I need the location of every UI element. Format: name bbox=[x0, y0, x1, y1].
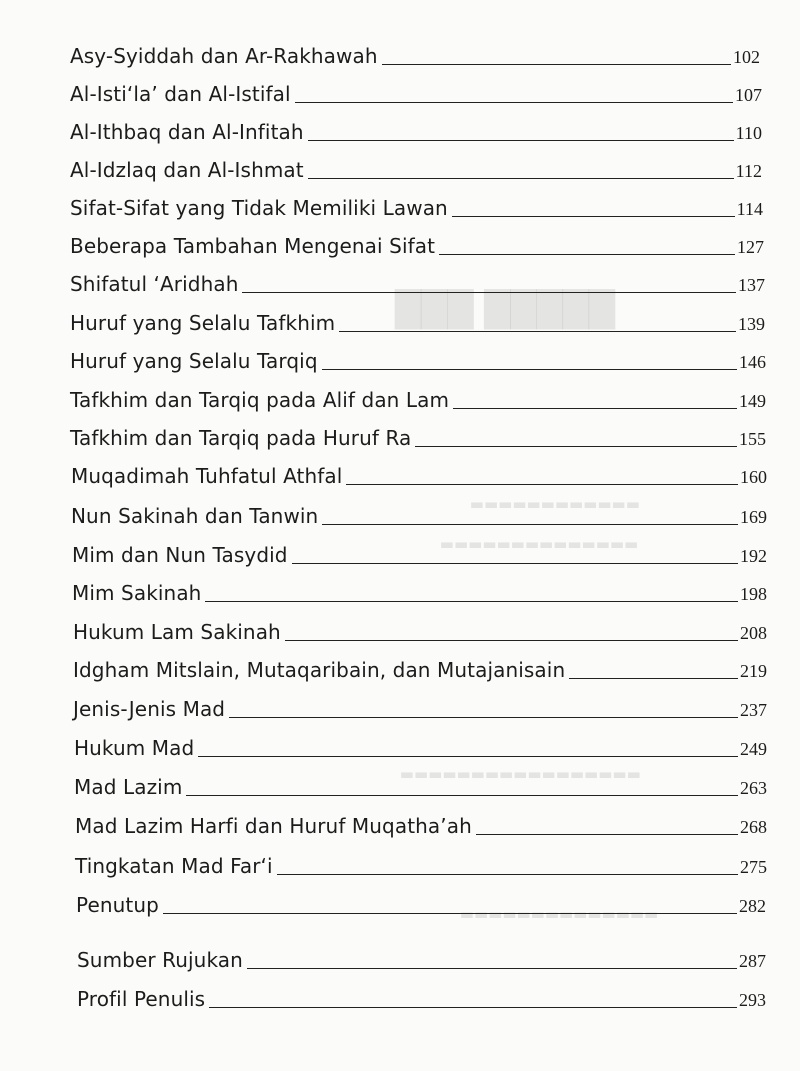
toc-entry bbox=[70, 76, 762, 106]
toc-entry-page: 146 bbox=[739, 352, 766, 372]
toc-entry-title: Muqadimah Tuhfatul Athfal bbox=[71, 464, 343, 488]
toc-entry-title: Beberapa Tambahan Mengenai Sifat bbox=[70, 234, 436, 258]
toc-leader-line bbox=[322, 523, 738, 525]
toc-entry-title: Sifat-Sifat yang Tidak Memiliki Lawan bbox=[70, 196, 448, 220]
toc-entry-title: Mad Lazim bbox=[74, 775, 183, 799]
toc-leader-line bbox=[295, 101, 733, 103]
toc-entry-title: Hukum Lam Sakinah bbox=[73, 620, 281, 644]
toc-entry bbox=[73, 691, 767, 721]
toc-leader-line bbox=[292, 562, 738, 564]
toc-entry-page: 110 bbox=[735, 123, 762, 143]
toc-leader-line bbox=[277, 873, 738, 875]
toc-entry bbox=[76, 887, 766, 917]
toc-entry-title: Tafkhim dan Tarqiq pada Huruf Ra bbox=[70, 426, 412, 450]
toc-leader-line bbox=[198, 755, 738, 757]
toc-entry-page: 249 bbox=[740, 739, 767, 759]
toc-leader-line bbox=[308, 139, 734, 141]
toc-entry-page: 127 bbox=[737, 237, 764, 257]
show-through-decoration: ▬▬▬▬▬▬▬▬▬▬▬▬▬▬ bbox=[440, 535, 639, 553]
toc-entry-title: Al-Idzlaq dan Al-Ishmat bbox=[70, 158, 304, 182]
toc-entry bbox=[70, 152, 762, 182]
toc-entry bbox=[75, 808, 767, 838]
toc-entry bbox=[71, 458, 767, 488]
toc-entry-page: 160 bbox=[740, 467, 767, 487]
show-through-decoration: ▬▬▬▬▬▬▬▬▬▬▬▬▬▬ bbox=[460, 905, 659, 923]
toc-entry bbox=[70, 343, 766, 373]
toc-entry bbox=[70, 382, 766, 412]
toc-leader-line bbox=[229, 716, 738, 718]
toc-leader-line bbox=[439, 253, 735, 255]
toc-entry bbox=[77, 942, 766, 972]
toc-entry-page: 112 bbox=[735, 161, 762, 181]
toc-entry-page: 263 bbox=[740, 778, 767, 798]
toc-leader-line bbox=[382, 63, 731, 65]
toc-entry-title: Sumber Rujukan bbox=[77, 948, 243, 972]
toc-entry-page: 149 bbox=[739, 391, 766, 411]
toc-entry bbox=[72, 575, 767, 605]
toc-entry-page: 198 bbox=[740, 584, 767, 604]
toc-entry bbox=[74, 769, 767, 799]
toc-leader-line bbox=[452, 215, 735, 217]
show-through-decoration: ▬▬▬▬▬▬▬▬▬▬▬▬▬▬▬▬▬ bbox=[400, 765, 641, 783]
toc-entry bbox=[70, 305, 765, 335]
toc-leader-line bbox=[242, 291, 736, 293]
toc-leader-line bbox=[247, 967, 737, 969]
toc-entry-title: Jenis-Jenis Mad bbox=[73, 697, 226, 721]
toc-leader-line bbox=[205, 600, 738, 602]
toc-entry-page: 102 bbox=[733, 47, 760, 67]
toc-entry bbox=[74, 730, 767, 760]
toc-entry-title: Tafkhim dan Tarqiq pada Alif dan Lam bbox=[70, 388, 450, 412]
toc-entry-page: 169 bbox=[740, 507, 767, 527]
toc-entry-title: Idgham Mitslain, Mutaqaribain, dan Mutajanisain bbox=[73, 658, 566, 682]
toc-entry-title: Mad Lazim Harfi dan Huruf Muqatha’ah bbox=[75, 814, 472, 838]
toc-leader-line bbox=[186, 794, 738, 796]
toc-entry bbox=[70, 114, 762, 144]
toc-entry bbox=[70, 190, 763, 220]
toc-entry-title: Nun Sakinah dan Tanwin bbox=[71, 504, 319, 528]
toc-entry-title: Profil Penulis bbox=[77, 987, 206, 1011]
toc-entry-title: Al-Ithbaq dan Al-Infitah bbox=[70, 120, 304, 144]
toc-entry-page: 287 bbox=[739, 951, 766, 971]
toc-entry-title: Shifatul ‘Aridhah bbox=[70, 272, 239, 296]
toc-entry bbox=[77, 981, 766, 1011]
toc-entry bbox=[72, 537, 767, 567]
toc-leader-line bbox=[476, 833, 738, 835]
toc-entry-title: Mim dan Nun Tasydid bbox=[72, 543, 288, 567]
toc-entry-page: 155 bbox=[739, 429, 766, 449]
toc-entry-page: 208 bbox=[740, 623, 767, 643]
toc-entry-title: Hukum Mad bbox=[74, 736, 195, 760]
show-through-decoration: █████ ███ bbox=[395, 290, 615, 330]
toc-leader-line bbox=[163, 912, 737, 914]
toc-entry-page: 219 bbox=[740, 661, 767, 681]
toc-leader-line bbox=[346, 483, 738, 485]
toc-entry-title: Al-Isti‘la’ dan Al-Istifal bbox=[70, 82, 291, 106]
toc-entry-page: 237 bbox=[740, 700, 767, 720]
toc-entry bbox=[73, 614, 767, 644]
toc-entry-page: 107 bbox=[735, 85, 762, 105]
toc-entry-page: 268 bbox=[740, 817, 767, 837]
toc-entry-title: Mim Sakinah bbox=[72, 581, 202, 605]
toc-entry bbox=[73, 652, 767, 682]
toc-entry-page: 293 bbox=[739, 990, 766, 1010]
toc-entry bbox=[70, 420, 766, 450]
toc-entry-title: Penutup bbox=[76, 893, 159, 917]
toc-entry bbox=[70, 266, 765, 296]
toc-entry-page: 282 bbox=[739, 896, 766, 916]
toc-entry-title: Huruf yang Selalu Tarqiq bbox=[70, 349, 318, 373]
toc-leader-line bbox=[339, 330, 736, 332]
toc-entry-page: 139 bbox=[738, 314, 765, 334]
toc-entry-page: 114 bbox=[736, 199, 763, 219]
toc-entry bbox=[70, 228, 764, 258]
toc-entry-title: Huruf yang Selalu Tafkhim bbox=[70, 311, 336, 335]
toc-entry bbox=[71, 498, 767, 528]
toc-leader-line bbox=[285, 639, 738, 641]
toc-leader-line bbox=[453, 407, 737, 409]
toc-entry-title: Tingkatan Mad Far‘i bbox=[75, 854, 273, 878]
toc-entry-title: Asy-Syiddah dan Ar-Rakhawah bbox=[70, 44, 378, 68]
show-through-decoration: ▬▬▬▬▬▬▬▬▬▬▬▬ bbox=[470, 495, 641, 513]
toc-entry bbox=[75, 848, 767, 878]
toc-entry-page: 275 bbox=[740, 857, 767, 877]
toc-leader-line bbox=[415, 445, 737, 447]
toc-entry-page: 192 bbox=[740, 546, 767, 566]
toc-leader-line bbox=[308, 177, 734, 179]
toc-entry-page: 137 bbox=[738, 275, 765, 295]
toc-leader-line bbox=[322, 368, 737, 370]
toc-leader-line bbox=[569, 677, 738, 679]
toc-entry bbox=[70, 38, 760, 68]
toc-leader-line bbox=[209, 1006, 737, 1008]
